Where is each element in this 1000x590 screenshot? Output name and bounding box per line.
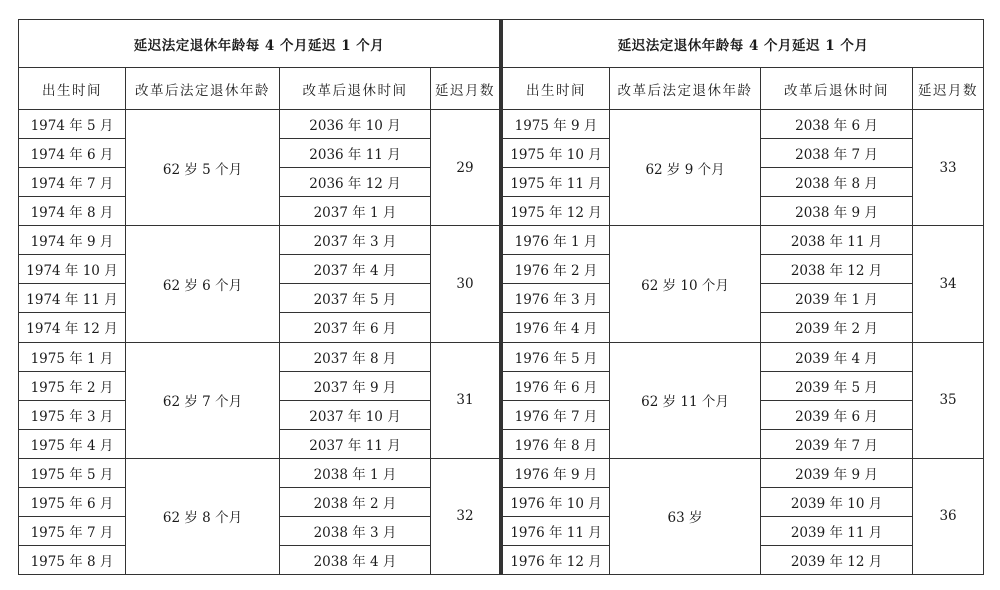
birth-time-cell: 1974 年 5 月 — [19, 110, 126, 139]
birth-time-cell: 1975 年 12 月 — [503, 197, 610, 226]
birth-time-cell: 1976 年 3 月 — [503, 284, 610, 313]
birth-time-cell: 1975 年 4 月 — [19, 429, 126, 458]
birth-time-cell: 1976 年 7 月 — [503, 400, 610, 429]
birth-time-cell: 1976 年 2 月 — [503, 255, 610, 284]
retirement-age-cell: 62 岁 11 个月 — [610, 342, 761, 458]
delay-months-cell: 30 — [431, 226, 500, 342]
retirement-age-cell: 62 岁 8 个月 — [126, 458, 280, 574]
delay-months-cell: 36 — [913, 458, 984, 574]
delay-months-cell: 31 — [431, 342, 500, 458]
header-new-retirement-age: 改革后法定退休年龄 — [126, 68, 280, 110]
birth-time-cell: 1975 年 10 月 — [503, 139, 610, 168]
retirement-tables — [18, 19, 984, 575]
table-row — [503, 458, 984, 487]
birth-time-cell: 1975 年 6 月 — [19, 487, 126, 516]
retirement-time-cell: 2038 年 1 月 — [280, 458, 431, 487]
birth-time-cell: 1975 年 3 月 — [19, 400, 126, 429]
birth-time-cell: 1974 年 6 月 — [19, 139, 126, 168]
table-body — [503, 20, 984, 575]
birth-time-cell: 1976 年 10 月 — [503, 487, 610, 516]
header-delay-months: 延迟月数 — [913, 68, 984, 110]
table-row — [19, 226, 500, 255]
retirement-age-cell: 62 岁 6 个月 — [126, 226, 280, 342]
retirement-time-cell: 2038 年 7 月 — [761, 139, 913, 168]
header-delay-months: 延迟月数 — [431, 68, 500, 110]
delay-months-cell: 29 — [431, 110, 500, 226]
birth-time-cell: 1974 年 7 月 — [19, 168, 126, 197]
table-row — [503, 226, 984, 255]
retirement-time-cell: 2037 年 10 月 — [280, 400, 431, 429]
retirement-time-cell: 2037 年 6 月 — [280, 313, 431, 342]
table-row — [19, 458, 500, 487]
birth-time-cell: 1976 年 12 月 — [503, 545, 610, 574]
table-row — [19, 342, 500, 371]
birth-time-cell: 1976 年 6 月 — [503, 371, 610, 400]
retirement-table-right — [502, 19, 984, 575]
retirement-time-cell: 2039 年 9 月 — [761, 458, 913, 487]
retirement-time-cell: 2038 年 6 月 — [761, 110, 913, 139]
delay-months-cell: 33 — [913, 110, 984, 226]
delay-months-cell: 35 — [913, 342, 984, 458]
birth-time-cell: 1975 年 5 月 — [19, 458, 126, 487]
header-row — [503, 68, 984, 110]
retirement-time-cell: 2039 年 10 月 — [761, 487, 913, 516]
retirement-time-cell: 2039 年 1 月 — [761, 284, 913, 313]
birth-time-cell: 1976 年 8 月 — [503, 429, 610, 458]
retirement-time-cell: 2037 年 1 月 — [280, 197, 431, 226]
delay-months-cell: 32 — [431, 458, 500, 574]
retirement-time-cell: 2039 年 4 月 — [761, 342, 913, 371]
table-title: 延迟法定退休年龄每 4 个月延迟 1 个月 — [19, 20, 500, 68]
birth-time-cell: 1975 年 11 月 — [503, 168, 610, 197]
header-birth-time: 出生时间 — [19, 68, 126, 110]
birth-time-cell: 1974 年 12 月 — [19, 313, 126, 342]
retirement-time-cell: 2038 年 3 月 — [280, 516, 431, 545]
table-row — [19, 110, 500, 139]
retirement-time-cell: 2037 年 5 月 — [280, 284, 431, 313]
header-row — [19, 68, 500, 110]
header-new-retirement-time: 改革后退休时间 — [761, 68, 913, 110]
retirement-table-left — [18, 19, 500, 575]
birth-time-cell: 1974 年 11 月 — [19, 284, 126, 313]
retirement-time-cell: 2039 年 11 月 — [761, 516, 913, 545]
retirement-time-cell: 2038 年 2 月 — [280, 487, 431, 516]
retirement-time-cell: 2039 年 5 月 — [761, 371, 913, 400]
delay-months-cell: 34 — [913, 226, 984, 342]
table-body — [19, 20, 500, 575]
table-row — [503, 342, 984, 371]
birth-time-cell: 1976 年 11 月 — [503, 516, 610, 545]
retirement-time-cell: 2038 年 4 月 — [280, 545, 431, 574]
birth-time-cell: 1974 年 8 月 — [19, 197, 126, 226]
retirement-time-cell: 2037 年 4 月 — [280, 255, 431, 284]
retirement-time-cell: 2037 年 9 月 — [280, 371, 431, 400]
birth-time-cell: 1976 年 1 月 — [503, 226, 610, 255]
retirement-time-cell: 2036 年 10 月 — [280, 110, 431, 139]
retirement-time-cell: 2038 年 8 月 — [761, 168, 913, 197]
retirement-time-cell: 2039 年 6 月 — [761, 400, 913, 429]
retirement-time-cell: 2037 年 11 月 — [280, 429, 431, 458]
header-birth-time: 出生时间 — [503, 68, 610, 110]
table-row — [503, 110, 984, 139]
retirement-time-cell: 2036 年 12 月 — [280, 168, 431, 197]
birth-time-cell: 1975 年 7 月 — [19, 516, 126, 545]
retirement-time-cell: 2038 年 9 月 — [761, 197, 913, 226]
retirement-time-cell: 2037 年 3 月 — [280, 226, 431, 255]
retirement-age-cell: 63 岁 — [610, 458, 761, 574]
table-title: 延迟法定退休年龄每 4 个月延迟 1 个月 — [503, 20, 984, 68]
birth-time-cell: 1976 年 9 月 — [503, 458, 610, 487]
birth-time-cell: 1975 年 8 月 — [19, 545, 126, 574]
birth-time-cell: 1974 年 10 月 — [19, 255, 126, 284]
retirement-time-cell: 2038 年 11 月 — [761, 226, 913, 255]
retirement-time-cell: 2039 年 12 月 — [761, 545, 913, 574]
birth-time-cell: 1975 年 1 月 — [19, 342, 126, 371]
retirement-age-cell: 62 岁 7 个月 — [126, 342, 280, 458]
retirement-time-cell: 2037 年 8 月 — [280, 342, 431, 371]
retirement-time-cell: 2039 年 2 月 — [761, 313, 913, 342]
retirement-age-cell: 62 岁 10 个月 — [610, 226, 761, 342]
birth-time-cell: 1974 年 9 月 — [19, 226, 126, 255]
retirement-age-cell: 62 岁 5 个月 — [126, 110, 280, 226]
birth-time-cell: 1975 年 9 月 — [503, 110, 610, 139]
retirement-time-cell: 2038 年 12 月 — [761, 255, 913, 284]
retirement-age-cell: 62 岁 9 个月 — [610, 110, 761, 226]
retirement-time-cell: 2036 年 11 月 — [280, 139, 431, 168]
birth-time-cell: 1976 年 5 月 — [503, 342, 610, 371]
birth-time-cell: 1976 年 4 月 — [503, 313, 610, 342]
retirement-time-cell: 2039 年 7 月 — [761, 429, 913, 458]
birth-time-cell: 1975 年 2 月 — [19, 371, 126, 400]
header-new-retirement-age: 改革后法定退休年龄 — [610, 68, 761, 110]
header-new-retirement-time: 改革后退休时间 — [280, 68, 431, 110]
